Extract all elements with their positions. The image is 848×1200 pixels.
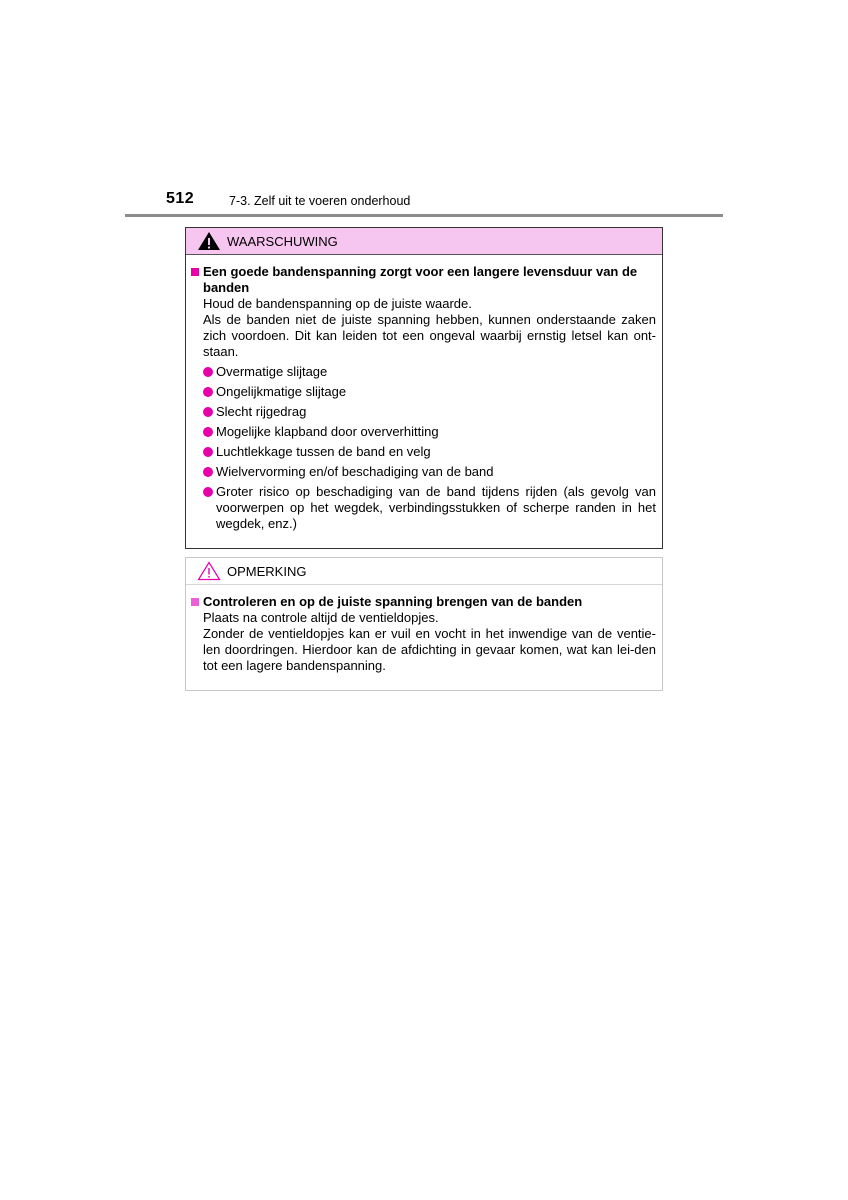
square-bullet-icon	[191, 268, 199, 276]
warning-box	[185, 227, 663, 549]
list-item-text: Mogelijke klapband door oververhitting	[216, 424, 439, 439]
list-item-text: Slecht rijgedrag	[216, 404, 307, 419]
warning-heading-text: Een goede bandenspanning zorgt voor een langere levensduur van de banden	[203, 264, 638, 295]
note-paragraph: Plaats na controle altijd de ventieldopjes.	[203, 610, 439, 625]
round-bullet-icon	[203, 367, 213, 377]
warning-title: WAARSCHUWING	[227, 233, 338, 249]
square-bullet-icon	[191, 598, 199, 606]
list-item	[203, 484, 656, 532]
page-number: 512	[166, 190, 195, 207]
list-item	[203, 404, 656, 420]
warning-box-header	[186, 228, 662, 255]
note-heading-text: Controleren en op de juiste spanning brengen van de banden	[203, 594, 583, 609]
caution-triangle-outline-icon	[197, 561, 221, 581]
list-item	[203, 464, 656, 480]
note-paragraph: Zonder de ventieldopjes kan er vuil en vocht in het inwendige van de ventie-len doordringen. Hierdoor kan de afdichting in gevaar komen, wat kan lei-den tot een lagere bandenspanning.	[203, 626, 656, 673]
section-title: 7-3. Zelf uit te voeren onderhoud	[229, 194, 411, 208]
round-bullet-icon	[203, 387, 213, 397]
note-box	[185, 557, 663, 691]
warning-triangle-icon	[197, 231, 221, 251]
warning-box-body	[186, 255, 662, 532]
header-divider	[125, 214, 723, 217]
round-bullet-icon	[203, 487, 213, 497]
note-box-body	[186, 585, 662, 674]
note-item-heading	[191, 594, 656, 610]
list-item	[203, 444, 656, 460]
warning-paragraph: Houd de bandenspanning op de juiste waarde.	[203, 296, 472, 311]
round-bullet-icon	[203, 407, 213, 417]
list-item	[203, 384, 656, 400]
round-bullet-icon	[203, 447, 213, 457]
note-title: OPMERKING	[227, 563, 307, 579]
list-item-text: Groter risico op beschadiging van de band tijdens rijden (als gevolg van voorwerpen op het wegdek, verbindingsstukken of scherpe randen in het wegdek, enz.)	[216, 484, 656, 531]
list-item-text: Overmatige slijtage	[216, 364, 328, 379]
list-item	[203, 424, 656, 440]
warning-item-heading	[191, 264, 656, 296]
list-item	[203, 364, 656, 380]
round-bullet-icon	[203, 467, 213, 477]
round-bullet-icon	[203, 427, 213, 437]
page-header	[0, 0, 848, 220]
warning-paragraph: Als de banden niet de juiste spanning hebben, kunnen onderstaande zaken zich voordoen. Dit kan leiden tot een ongeval waarbij ernstig letsel kan ont-staan.	[203, 312, 656, 359]
list-item-text: Luchtlekkage tussen de band en velg	[216, 444, 431, 459]
list-item-text: Wielvervorming en/of beschadiging van de band	[216, 464, 494, 479]
list-item-text: Ongelijkmatige slijtage	[216, 384, 347, 399]
warning-bullet-list	[191, 364, 656, 532]
note-box-header	[186, 558, 662, 585]
